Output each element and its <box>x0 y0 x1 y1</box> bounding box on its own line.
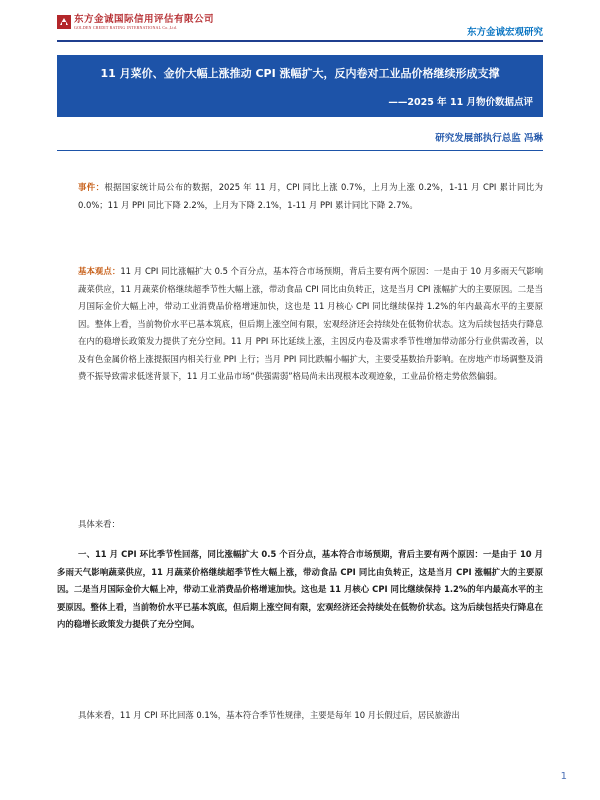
body-paragraph: 具体来看，11 月 CPI 环比回落 0.1%，基本符合季节性规律，主要是每年 10 月长假过后，居民旅游出 <box>78 710 460 720</box>
report-subtitle: ——2025 年 11 月物价数据点评 <box>388 97 533 108</box>
header-divider <box>57 40 543 42</box>
title-banner <box>57 55 543 117</box>
company-logo <box>57 14 214 30</box>
section-1-heading-paragraph: 一、11 月 CPI 环比季节性回落，同比涨幅扩大 0.5 个百分点，基本符合市场预期，背后主要有两个原因：一是由于 10 月多雨天气影响蔬菜供应，11 月蔬菜价格继续超季节性大幅上涨，带动食品 CPI 同比由负转正，这是当月 CPI 涨幅扩大的主要原因。二是当月国际金价大幅上冲，带动工业消费品价格增速加快。这也是 11 月核心 CPI 同比继续保持 1.2%的年内最高水平的主要原因。整体上看，当前物价水平已基本筑底，但后期上涨空间有限，宏观经济还会持续处在低物价状态。这为后续包括央行降息在内的稳增长政策发力提供了充分空间。 <box>57 549 543 629</box>
view-paragraph <box>78 263 543 386</box>
event-text: 根据国家统计局公布的数据，2025 年 11 月，CPI 同比上涨 0.7%，上月为上涨 0.2%，1-11 月 CPI 累计同比为 0.0%；11 月 PPI 同比下降 2.2%，上月为下降 2.1%，1-11 月 PPI 累计同比下降 2.7%。 <box>78 182 543 210</box>
view-text: 11 月 CPI 同比涨幅扩大 0.5 个百分点，基本符合市场预期，背后主要有两个原因：一是由于 10 月多雨天气影响蔬菜供应，11 月蔬菜价格继续超季节性大幅上涨，带动食品 CPI 同比由负转正，这是当月 CPI 涨幅扩大的主要原因。二是当月国际金价大幅上冲，带动工业消费品价格增速加快，这也是 11 月核心 CPI 同比继续保持 1.2%的年内最高水平的主要原因。整体上看，当前物价水平已基本筑底，但后期上涨空间有限，宏观经济还会持续处在低物价状态。这为后续包括央行降息在内的稳增长政策发力提供了充分空间。11 月 PPI 环比延续上涨，主因反内卷及需求季节性增加带动部分行业供需改善，以及有色金属价格上涨提振国内相关行业 PPI 上行；当月 PPI 同比跌幅小幅扩大，主要受基数抬升影响。在房地产市场调整及消费不振导致需求低迷背景下，11 月工业品市场“供强需弱”格局尚未出现根本改观迹象，工业品价格走势依然偏弱。 <box>78 266 543 381</box>
view-lead: 基本观点： <box>78 266 121 276</box>
logo-emblem-icon <box>57 15 71 29</box>
logo-chinese-name: 东方金诚国际信用评估有限公司 <box>74 14 215 25</box>
author-line: 研究发展部执行总监 冯琳 <box>435 133 543 144</box>
event-paragraph <box>78 179 543 214</box>
event-lead: 事件： <box>78 182 105 192</box>
page-header <box>57 14 543 40</box>
author-divider <box>57 150 543 151</box>
page-number: 1 <box>560 771 567 782</box>
logo-english-name: GOLDEN CREDIT RATING INTERNATIONAL Co.,Ltd. <box>74 25 178 30</box>
intro-text: 具体来看： <box>78 519 120 529</box>
report-title: 11 月菜价、金价大幅上涨推动 CPI 涨幅扩大，反内卷对工业品价格继续形成支撑 <box>100 67 500 80</box>
header-series-label: 东方金诚宏观研究 <box>466 27 543 38</box>
